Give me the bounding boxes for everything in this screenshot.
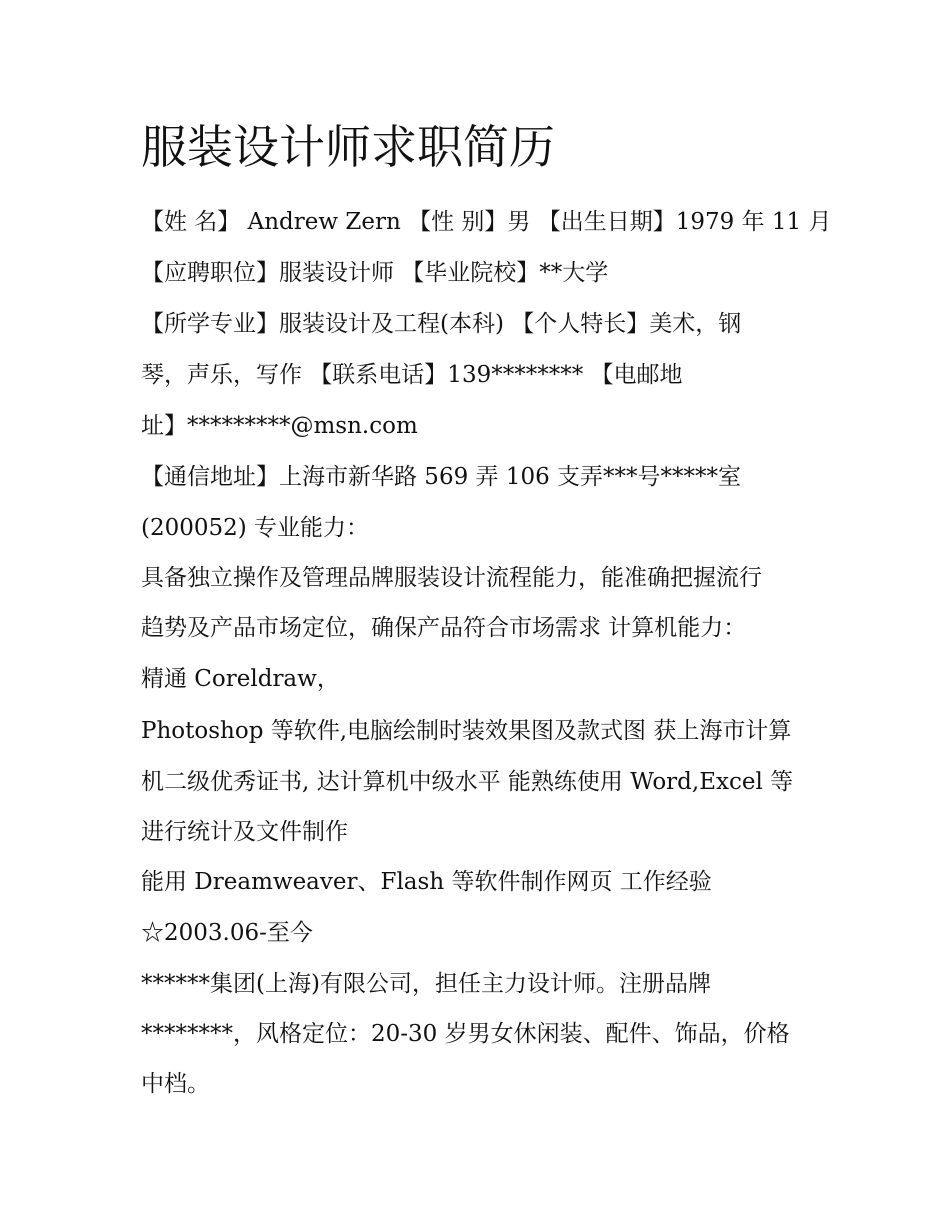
resume-line-address: 【通信地址】上海市新华路 569 弄 106 支弄***号*****室 bbox=[141, 464, 742, 490]
resume-line-position-school: 【应聘职位】服装设计师 【毕业院校】**大学 bbox=[141, 260, 609, 286]
resume-line-postcode-ability: (200052) 专业能力： bbox=[141, 515, 370, 541]
resume-line-ability-1: 具备独立操作及管理品牌服装设计流程能力，能准确把握流行 bbox=[141, 565, 762, 591]
resume-line-email: 址】*********@msn.com bbox=[141, 413, 418, 439]
resume-line-experience-date: ☆2003.06-至今 bbox=[141, 920, 313, 946]
resume-line-experience-3: 中档。 bbox=[141, 1071, 210, 1097]
resume-line-experience-1: ******集团(上海)有限公司，担任主力设计师。注册品牌 bbox=[141, 971, 711, 997]
resume-line-ability-2: 趋势及产品市场定位，确保产品符合市场需求 计算机能力： bbox=[141, 615, 747, 641]
resume-line-computer-3: 机二级优秀证书, 达计算机中级水平 能熟练使用 Word,Excel 等 bbox=[141, 769, 794, 795]
resume-line-basic-info: 【姓 名】 Andrew Zern 【性 别】男 【出生日期】1979 年 11 月 bbox=[141, 209, 832, 235]
resume-line-computer-1: 精通 Coreldraw， bbox=[141, 666, 340, 692]
resume-line-major-skills: 【所学专业】服装设计及工程(本科) 【个人特长】美术，钢 bbox=[141, 311, 742, 337]
resume-line-computer-5: 能用 Dreamweaver、Flash 等软件制作网页 工作经验 bbox=[141, 869, 712, 895]
resume-line-computer-2: Photoshop 等软件,电脑绘制时装效果图及款式图 获上海市计算 bbox=[141, 718, 792, 744]
resume-line-computer-4: 进行统计及文件制作 bbox=[141, 819, 348, 845]
resume-title: 服装设计师求职简历 bbox=[141, 120, 555, 174]
resume-line-experience-2: ********，风格定位：20-30 岁男女休闲装、配件、饰品，价格 bbox=[141, 1021, 790, 1047]
resume-line-skills-phone: 琴，声乐，写作 【联系电话】139******** 【电邮地 bbox=[141, 362, 683, 388]
